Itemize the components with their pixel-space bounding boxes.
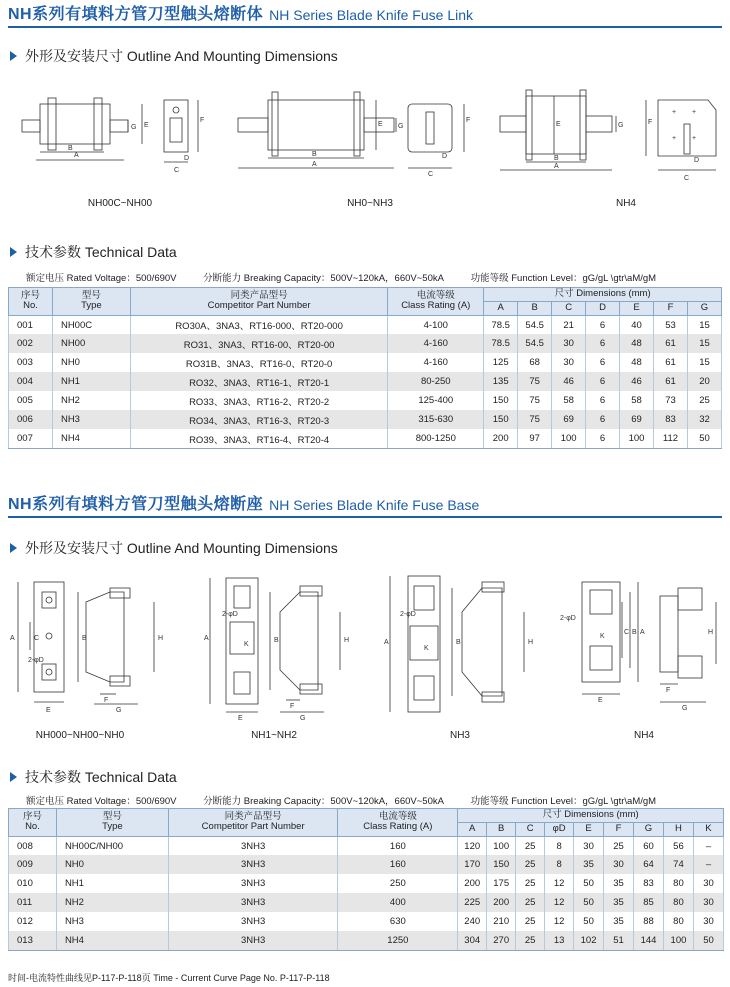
table-cell: 011 <box>9 893 57 912</box>
svg-text:D: D <box>442 153 448 160</box>
table-cell: 150 <box>484 391 518 410</box>
table-cell: 200 <box>484 429 518 448</box>
table-cell: 51 <box>604 931 634 950</box>
header-competitor: 同类产品型号 Competitor Part Number <box>168 809 338 837</box>
table-cell: 40 <box>620 315 654 334</box>
dim-col-header: F <box>654 301 688 315</box>
svg-text:E: E <box>378 121 383 128</box>
triangle-bullet-icon <box>10 543 17 553</box>
table-cell: NH2 <box>52 391 130 410</box>
header-dimensions: 尺寸 Dimensions (mm) <box>458 809 724 823</box>
header-competitor: 同类产品型号 Competitor Part Number <box>130 288 388 316</box>
table-cell: 25 <box>516 855 545 874</box>
table-cell: 25 <box>604 836 634 855</box>
table-cell: 48 <box>620 334 654 353</box>
table-row <box>9 334 722 353</box>
table-cell: 15 <box>687 315 721 334</box>
table-cell: 102 <box>574 931 604 950</box>
svg-text:B: B <box>274 637 279 644</box>
table-cell: 3NH3 <box>168 912 338 931</box>
table-cell: 30 <box>574 836 604 855</box>
table-cell: 004 <box>9 372 53 391</box>
svg-text:F: F <box>666 687 671 694</box>
triangle-bullet-icon <box>10 51 17 61</box>
table-cell: 4-100 <box>388 315 484 334</box>
table-row <box>9 855 724 874</box>
svg-text:K: K <box>244 641 249 648</box>
table-cell: 210 <box>487 912 516 931</box>
table-cell: 25 <box>516 874 545 893</box>
tech-heading-text: 技术参数 Technical Data <box>25 769 177 785</box>
table-cell: 83 <box>654 410 688 429</box>
svg-text:E: E <box>598 697 603 704</box>
table-cell: 144 <box>634 931 664 950</box>
table-cell: NH0 <box>56 855 168 874</box>
table-cell: 60 <box>634 836 664 855</box>
table-cell: 160 <box>338 855 458 874</box>
table-cell: 80-250 <box>388 372 484 391</box>
table-cell: 175 <box>487 874 516 893</box>
dim-col-header: G <box>634 822 664 836</box>
table-cell: 005 <box>9 391 53 410</box>
table-cell: 85 <box>634 893 664 912</box>
fuse-base-drawing-nh3 <box>378 572 538 722</box>
table-cell: 150 <box>484 410 518 429</box>
table-cell: 8 <box>545 855 574 874</box>
table-cell: 80 <box>663 912 693 931</box>
table-row <box>9 912 724 931</box>
svg-text:G: G <box>300 715 306 722</box>
table-cell: 46 <box>620 372 654 391</box>
table-cell: 250 <box>338 874 458 893</box>
svg-text:2-φD: 2-φD <box>222 611 238 618</box>
table-cell: 007 <box>9 429 53 448</box>
table-cell: 46 <box>552 372 586 391</box>
dim-col-header: F <box>604 822 634 836</box>
table-cell: NH1 <box>52 372 130 391</box>
dim-col-header: B <box>518 301 552 315</box>
table-cell: RO33、3NA3、RT16-2、RT20-2 <box>130 391 388 410</box>
fuse-link-drawing-nh4 <box>496 82 726 192</box>
table-cell: NH3 <box>52 410 130 429</box>
caption-nh0-nh3: NH0~NH3 <box>347 198 393 209</box>
svg-text:H: H <box>344 637 350 644</box>
svg-text:A: A <box>204 635 209 642</box>
svg-text:B: B <box>632 629 637 636</box>
function-level: 功能等级 Function Level：gG/gL \gtr\aM/gM <box>470 796 657 807</box>
svg-text:F: F <box>290 703 295 710</box>
header-rating: 电流等级 Class Rating (A) <box>338 809 458 837</box>
svg-text:A: A <box>554 163 559 170</box>
table-cell: 013 <box>9 931 57 950</box>
table-cell: 8 <box>545 836 574 855</box>
svg-text:2-φD: 2-φD <box>400 611 416 618</box>
table-cell: 006 <box>9 410 53 429</box>
table-cell: 12 <box>545 893 574 912</box>
table-cell: 61 <box>654 334 688 353</box>
fuse-link-specs <box>26 270 680 284</box>
dim-col-header: C <box>552 301 586 315</box>
table-cell: RO32、3NA3、RT16-1、RT20-1 <box>130 372 388 391</box>
table-cell: 30 <box>693 893 723 912</box>
table-cell: 100 <box>620 429 654 448</box>
table-cell: 6 <box>586 372 620 391</box>
fuse-base-outline-heading <box>10 538 338 558</box>
table-cell: 50 <box>687 429 721 448</box>
table-cell: 35 <box>604 912 634 931</box>
table-row <box>9 315 722 334</box>
table-cell: 010 <box>9 874 57 893</box>
table-cell: 100 <box>487 836 516 855</box>
table-cell: 54.5 <box>518 334 552 353</box>
table-cell: 3NH3 <box>168 893 338 912</box>
table-cell: 120 <box>458 836 487 855</box>
table-cell: 270 <box>487 931 516 950</box>
table-cell: 003 <box>9 353 53 372</box>
table-cell: RO39、3NA3、RT16-4、RT20-4 <box>130 429 388 448</box>
table-cell: NH4 <box>52 429 130 448</box>
table-cell: 25 <box>687 391 721 410</box>
svg-text:+: + <box>672 135 677 142</box>
svg-text:F: F <box>648 119 653 126</box>
table-cell: 4-160 <box>388 334 484 353</box>
table-cell: 125-400 <box>388 391 484 410</box>
table-cell: 61 <box>654 353 688 372</box>
table-cell: RO31、3NA3、RT16-00、RT20-00 <box>130 334 388 353</box>
table-cell: 20 <box>687 372 721 391</box>
table-cell: 35 <box>604 874 634 893</box>
function-level: 功能等级 Function Level：gG/gL \gtr\aM/gM <box>470 273 657 284</box>
svg-text:B: B <box>68 145 73 152</box>
table-cell: 80 <box>663 874 693 893</box>
table-cell: NH00C <box>52 315 130 334</box>
table-cell: 12 <box>545 874 574 893</box>
table-cell: 630 <box>338 912 458 931</box>
dim-col-header: H <box>663 822 693 836</box>
fuse-base-title-en: NH Series Blade Knife Fuse Base <box>269 497 480 513</box>
svg-text:E: E <box>238 715 243 722</box>
caption-base-nh4: NH4 <box>633 730 654 741</box>
dim-col-header: K <box>693 822 723 836</box>
table-cell: 69 <box>552 410 586 429</box>
header-dimensions: 尺寸 Dimensions (mm) <box>484 288 722 302</box>
dim-col-header: E <box>574 822 604 836</box>
table-cell: 6 <box>586 429 620 448</box>
table-cell: 3NH3 <box>168 874 338 893</box>
table-cell: 15 <box>687 334 721 353</box>
table-cell: 97 <box>518 429 552 448</box>
dim-col-header: A <box>484 301 518 315</box>
table-cell: 30 <box>552 353 586 372</box>
svg-text:A: A <box>384 639 389 646</box>
triangle-bullet-icon <box>10 772 17 782</box>
table-cell: 35 <box>574 855 604 874</box>
rated-voltage: 额定电压 Rated Voltage：500/690V <box>26 796 177 807</box>
table-cell: 012 <box>9 912 57 931</box>
dim-col-header: φD <box>545 822 574 836</box>
dim-col-header: A <box>458 822 487 836</box>
svg-text:B: B <box>456 639 461 646</box>
fuse-link-table-body <box>9 315 722 448</box>
table-cell: 6 <box>586 353 620 372</box>
table-cell: 35 <box>604 893 634 912</box>
fuse-link-drawing-nh00 <box>12 82 212 192</box>
header-type: 型号 Type <box>52 288 130 316</box>
table-cell: 160 <box>338 836 458 855</box>
table-cell: 30 <box>693 912 723 931</box>
fuse-base-drawing-nh000 <box>6 572 176 722</box>
table-cell: 3NH3 <box>168 855 338 874</box>
table-cell: 64 <box>634 855 664 874</box>
fuse-link-title-en: NH Series Blade Knife Fuse Link <box>269 7 473 23</box>
dim-col-header: D <box>586 301 620 315</box>
table-cell: RO30A、3NA3、RT16-000、RT20-000 <box>130 315 388 334</box>
svg-text:C: C <box>684 175 690 182</box>
table-cell: 135 <box>484 372 518 391</box>
svg-text:2-φD: 2-φD <box>560 615 576 622</box>
table-cell: 30 <box>604 855 634 874</box>
svg-text:K: K <box>600 633 605 640</box>
table-cell: 6 <box>586 334 620 353</box>
fuse-base-specs <box>26 793 680 807</box>
fuse-base-title <box>8 494 722 518</box>
table-cell: NH00C/NH00 <box>56 836 168 855</box>
table-cell: 12 <box>545 912 574 931</box>
table-row <box>9 391 722 410</box>
svg-text:A: A <box>10 635 15 642</box>
table-cell: NH3 <box>56 912 168 931</box>
svg-text:G: G <box>131 124 137 131</box>
table-cell: 6 <box>586 410 620 429</box>
table-cell: 3NH3 <box>168 836 338 855</box>
outline-heading-text: 外形及安装尺寸 Outline And Mounting Dimensions <box>25 48 338 64</box>
table-cell: 73 <box>654 391 688 410</box>
dim-col-header: C <box>516 822 545 836</box>
table-cell: 25 <box>516 931 545 950</box>
fuse-base-title-cn: NH系列有填料方管刀型触头熔断座 <box>8 496 264 513</box>
fuse-base-drawing-nh1-nh2 <box>200 572 360 722</box>
svg-text:A: A <box>312 161 317 168</box>
svg-text:E: E <box>556 121 561 128</box>
fuse-link-title <box>8 4 722 28</box>
table-cell: NH2 <box>56 893 168 912</box>
header-no: 序号 No. <box>9 809 57 837</box>
table-cell: 304 <box>458 931 487 950</box>
table-cell: 6 <box>586 391 620 410</box>
table-cell: 15 <box>687 353 721 372</box>
table-cell: RO31B、3NA3、RT16-0、RT20-0 <box>130 353 388 372</box>
table-row <box>9 836 724 855</box>
svg-text:G: G <box>116 707 122 714</box>
footnote: 时间-电流特性曲线见P-117-P-118页 Time - Current Curve Page No. P-117-P-118 <box>8 973 330 983</box>
breaking-capacity: 分断能力 Breaking Capacity：500V~120kA，660V~50kA <box>203 796 444 807</box>
svg-text:F: F <box>104 697 109 704</box>
fuse-link-outline-heading <box>10 46 338 66</box>
table-cell: 50 <box>693 931 723 950</box>
svg-text:C: C <box>428 171 434 178</box>
caption-nh1-nh2: NH1~NH2 <box>251 730 297 741</box>
dim-col-header: G <box>687 301 721 315</box>
table-cell: 68 <box>518 353 552 372</box>
breaking-capacity: 分断能力 Breaking Capacity：500V~120kA，660V~50kA <box>203 273 444 284</box>
table-cell: NH00 <box>52 334 130 353</box>
table-cell: 56 <box>663 836 693 855</box>
table-cell: 74 <box>663 855 693 874</box>
table-cell: 30 <box>693 874 723 893</box>
table-cell: RO34、3NA3、RT16-3、RT20-3 <box>130 410 388 429</box>
svg-text:C: C <box>624 629 630 636</box>
table-cell: NH1 <box>56 874 168 893</box>
table-cell: – <box>693 855 723 874</box>
svg-text:A: A <box>640 629 645 636</box>
svg-text:B: B <box>82 635 87 642</box>
table-cell: 001 <box>9 315 53 334</box>
svg-text:B: B <box>312 151 317 158</box>
table-cell: 80 <box>663 893 693 912</box>
table-cell: 50 <box>574 912 604 931</box>
table-cell: 240 <box>458 912 487 931</box>
fuse-base-drawing-nh4 <box>556 572 726 722</box>
fuse-base-tech-heading <box>10 767 177 787</box>
table-cell: 21 <box>552 315 586 334</box>
svg-text:H: H <box>158 635 164 642</box>
svg-text:D: D <box>694 157 700 164</box>
table-cell: 75 <box>518 372 552 391</box>
svg-text:C: C <box>34 635 40 642</box>
fuse-link-tech-heading <box>10 242 177 262</box>
table-cell: 48 <box>620 353 654 372</box>
table-cell: 1250 <box>338 931 458 950</box>
table-cell: 6 <box>586 315 620 334</box>
fuse-link-drawing-nh0-nh3 <box>232 82 482 192</box>
table-cell: 78.5 <box>484 334 518 353</box>
svg-text:G: G <box>618 122 624 129</box>
table-cell: 3NH3 <box>168 931 338 950</box>
table-cell: NH4 <box>56 931 168 950</box>
svg-text:2-φD: 2-φD <box>28 657 44 664</box>
caption-nh4: NH4 <box>615 198 636 209</box>
svg-text:+: + <box>692 135 697 142</box>
svg-text:A: A <box>74 152 79 159</box>
table-cell: 4-160 <box>388 353 484 372</box>
table-cell: 50 <box>574 893 604 912</box>
table-cell: 200 <box>458 874 487 893</box>
table-row <box>9 874 724 893</box>
table-cell: 61 <box>654 372 688 391</box>
svg-text:B: B <box>554 155 559 162</box>
table-cell: 008 <box>9 836 57 855</box>
header-no: 序号 No. <box>9 288 53 316</box>
triangle-bullet-icon <box>10 247 17 257</box>
svg-text:C: C <box>174 167 180 174</box>
table-row <box>9 410 722 429</box>
table-cell: 30 <box>552 334 586 353</box>
table-cell: 25 <box>516 893 545 912</box>
svg-text:H: H <box>528 639 534 646</box>
table-row <box>9 893 724 912</box>
table-cell: 009 <box>9 855 57 874</box>
table-cell: 69 <box>620 410 654 429</box>
table-cell: 88 <box>634 912 664 931</box>
rated-voltage: 额定电压 Rated Voltage：500/690V <box>26 273 177 284</box>
svg-text:+: + <box>692 109 697 116</box>
dim-col-header: B <box>487 822 516 836</box>
dim-col-header: E <box>620 301 654 315</box>
fuse-link-title-cn: NH系列有填料方管刀型触头熔断体 <box>8 6 264 23</box>
caption-nh000-nh0: NH000~NH00~NH0 <box>35 730 125 741</box>
table-cell: 125 <box>484 353 518 372</box>
svg-text:+: + <box>672 109 677 116</box>
svg-text:G: G <box>398 123 404 130</box>
table-cell: 25 <box>516 912 545 931</box>
table-cell: 32 <box>687 410 721 429</box>
header-type: 型号 Type <box>56 809 168 837</box>
table-cell: 50 <box>574 874 604 893</box>
table-cell: 225 <box>458 893 487 912</box>
table-cell: 112 <box>654 429 688 448</box>
table-row <box>9 372 722 391</box>
table-cell: 170 <box>458 855 487 874</box>
svg-text:E: E <box>46 707 51 714</box>
table-row <box>9 931 724 950</box>
table-row <box>9 353 722 372</box>
table-cell: 75 <box>518 410 552 429</box>
fuse-link-table <box>8 287 722 449</box>
table-cell: 25 <box>516 836 545 855</box>
svg-text:H: H <box>708 629 714 636</box>
svg-text:F: F <box>466 117 471 124</box>
table-cell: 315-630 <box>388 410 484 429</box>
tech-heading-text: 技术参数 Technical Data <box>25 244 177 260</box>
table-cell: 75 <box>518 391 552 410</box>
svg-text:E: E <box>144 122 149 129</box>
outline-heading-text: 外形及安装尺寸 Outline And Mounting Dimensions <box>25 540 338 556</box>
table-cell: 13 <box>545 931 574 950</box>
table-cell: 100 <box>552 429 586 448</box>
table-cell: 83 <box>634 874 664 893</box>
table-cell: 800-1250 <box>388 429 484 448</box>
svg-text:K: K <box>424 645 429 652</box>
fuse-base-table-body <box>9 836 724 950</box>
table-cell: 54.5 <box>518 315 552 334</box>
svg-text:D: D <box>184 155 190 162</box>
table-cell: 002 <box>9 334 53 353</box>
table-cell: 53 <box>654 315 688 334</box>
svg-text:F: F <box>200 117 205 124</box>
caption-nh00c-nh00: NH00C~NH00 <box>87 198 153 209</box>
caption-nh3: NH3 <box>449 730 470 741</box>
header-rating: 电流等级 Class Rating (A) <box>388 288 484 316</box>
table-cell: 150 <box>487 855 516 874</box>
table-row <box>9 429 722 448</box>
table-cell: NH0 <box>52 353 130 372</box>
fuse-base-table <box>8 808 724 951</box>
svg-text:G: G <box>682 705 688 712</box>
table-cell: 400 <box>338 893 458 912</box>
table-cell: 58 <box>552 391 586 410</box>
table-cell: 58 <box>620 391 654 410</box>
table-cell: 78.5 <box>484 315 518 334</box>
table-cell: 200 <box>487 893 516 912</box>
table-cell: 100 <box>663 931 693 950</box>
table-cell: – <box>693 836 723 855</box>
